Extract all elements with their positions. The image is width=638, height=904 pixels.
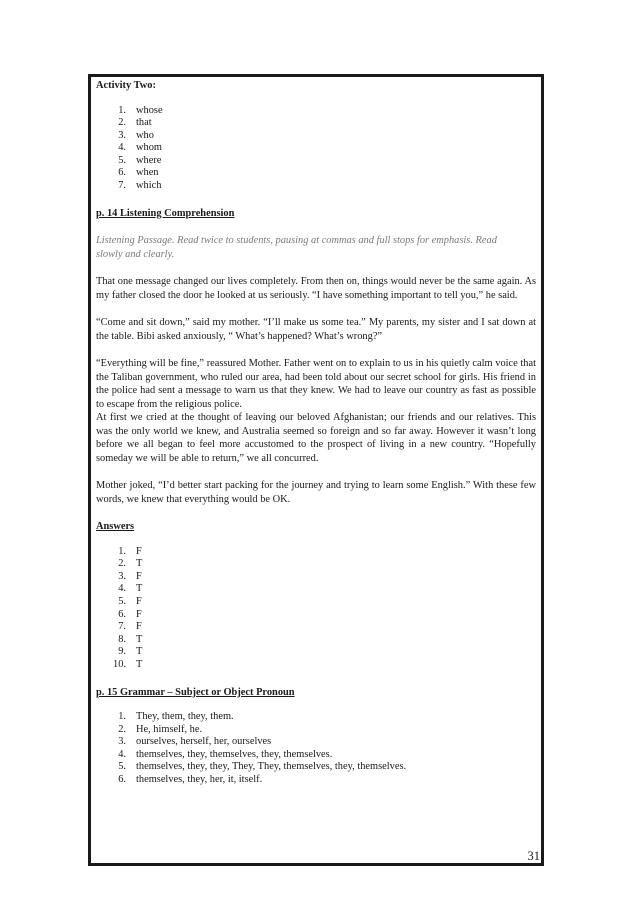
list-item-text: F bbox=[136, 608, 142, 620]
list-item-number: 6. bbox=[118, 774, 126, 786]
list-item bbox=[96, 596, 536, 609]
answers-heading: Answers bbox=[96, 521, 135, 533]
passage-paragraph-1: That one message changed our lives completely. From then on, things would never be the same again. As my father closed the door he looked at us seriously. “I have something important to tell you,” he said. bbox=[96, 276, 536, 301]
list-item bbox=[96, 117, 536, 130]
list-item-number: 10. bbox=[113, 659, 126, 670]
passage-paragraph-3: “Everything will be fine,” reassured Mother. Father went on to explain to us in his quietly calm voice that the Taliban government, who ruled our area, had been told about our secret school for girls. His friend in the police had sent a message to warn us that they knew. We had to leave our country as fast as possible to escape from the religious police. bbox=[96, 358, 536, 410]
list-item bbox=[96, 621, 536, 634]
passage-paragraph-5: Mother joked, “I’d better start packing for the journey and trying to learn some English.” With these few words, we knew that everything would be OK. bbox=[96, 480, 536, 505]
list-item-number: 4. bbox=[118, 142, 126, 154]
page-content bbox=[96, 79, 536, 787]
list-item-number: 3. bbox=[118, 570, 126, 582]
list-item bbox=[96, 155, 536, 168]
list-item-number: 7. bbox=[118, 180, 126, 192]
list-item bbox=[96, 167, 536, 180]
list-item-number: 1. bbox=[118, 545, 126, 557]
list-item bbox=[96, 711, 536, 724]
list-item bbox=[96, 761, 536, 774]
list-item-text: F bbox=[136, 570, 142, 582]
list-item bbox=[96, 609, 536, 622]
list-item-text: whose bbox=[136, 104, 163, 116]
list-item bbox=[96, 130, 536, 143]
list-item bbox=[96, 142, 536, 155]
list-item bbox=[96, 571, 536, 584]
list-item-text: where bbox=[136, 154, 162, 166]
list-item-text: T bbox=[136, 558, 143, 570]
list-item-number: 1. bbox=[118, 104, 126, 116]
list-item-text: F bbox=[136, 596, 142, 608]
list-item-text: that bbox=[136, 117, 152, 129]
list-item bbox=[96, 583, 536, 596]
activity-two-list bbox=[96, 105, 536, 193]
listening-instruction-line1: Listening Passage. Read twice to students, pausing at commas and full stops for emphasis. Read bbox=[96, 235, 497, 247]
list-item-text: T bbox=[136, 583, 143, 595]
list-item bbox=[96, 659, 536, 672]
list-item-text: T bbox=[136, 646, 143, 658]
list-item bbox=[96, 546, 536, 559]
list-item-text: ourselves, herself, her, ourselves bbox=[136, 736, 272, 748]
list-item-number: 6. bbox=[118, 608, 126, 620]
list-item-number: 9. bbox=[118, 646, 126, 658]
list-item-number: 4. bbox=[118, 748, 126, 760]
list-item bbox=[96, 774, 536, 787]
list-item-number: 4. bbox=[118, 583, 126, 595]
list-item-text: F bbox=[136, 545, 142, 557]
list-item-text: themselves, they, themselves, they, themselves. bbox=[136, 748, 333, 760]
list-item-text: T bbox=[136, 659, 143, 670]
list-item-text: themselves, they, her, it, itself. bbox=[136, 774, 263, 786]
list-item-text: themselves, they, they, They, They, themselves, they, themselves. bbox=[136, 761, 407, 773]
list-item-text: They, them, they, them. bbox=[136, 711, 234, 723]
list-item-text: whom bbox=[136, 142, 162, 154]
answers-list bbox=[96, 546, 536, 672]
passage-paragraph-2: “Come and sit down,” said my mother. “I’ll make us some tea.” My parents, my sister and I sat down at the table. Bibi asked anxiously, “ What’s happened? What’s wrong?” bbox=[96, 317, 536, 342]
list-item-number: 7. bbox=[118, 621, 126, 633]
list-item-text: when bbox=[136, 167, 159, 179]
list-item-number: 2. bbox=[118, 723, 126, 735]
list-item-text: T bbox=[136, 633, 143, 645]
list-item bbox=[96, 749, 536, 762]
list-item-number: 1. bbox=[118, 711, 126, 723]
list-item bbox=[96, 724, 536, 737]
list-item bbox=[96, 646, 536, 659]
list-item-number: 3. bbox=[118, 736, 126, 748]
list-item bbox=[96, 180, 536, 193]
list-item-number: 6. bbox=[118, 167, 126, 179]
list-item-number: 8. bbox=[118, 633, 126, 645]
list-item bbox=[96, 634, 536, 647]
list-item-text: which bbox=[136, 180, 162, 192]
list-item bbox=[96, 736, 536, 749]
list-item-number: 3. bbox=[118, 129, 126, 141]
page-number: 31 bbox=[527, 849, 540, 863]
grammar-list bbox=[96, 711, 536, 787]
list-item bbox=[96, 105, 536, 118]
list-item-number: 2. bbox=[118, 117, 126, 129]
list-item-text: who bbox=[136, 129, 154, 141]
listening-instruction bbox=[96, 234, 536, 261]
list-item bbox=[96, 558, 536, 571]
list-item-number: 5. bbox=[118, 761, 126, 773]
list-item-number: 5. bbox=[118, 596, 126, 608]
listening-heading: p. 14 Listening Comprehension bbox=[96, 207, 235, 219]
list-item-number: 2. bbox=[118, 558, 126, 570]
list-item-number: 5. bbox=[118, 154, 126, 166]
activity-two-heading: Activity Two: bbox=[96, 80, 156, 91]
passage-paragraph-4: At first we cried at the thought of leaving our beloved Afghanistan; our friends and our relatives. This was the only world we knew, and Australia seemed so foreign and so far away. However it wasn’t long before we all began to feel more accustomed to the prospect of living in a new country. “Hopefully someday we will be able to return,” we all concurred. bbox=[96, 412, 536, 464]
list-item-text: He, himself, he. bbox=[136, 723, 203, 735]
list-item-text: F bbox=[136, 621, 142, 633]
grammar-heading: p. 15 Grammar – Subject or Object Pronoun bbox=[96, 686, 295, 698]
listening-instruction-line2: slowly and clearly. bbox=[96, 248, 175, 260]
